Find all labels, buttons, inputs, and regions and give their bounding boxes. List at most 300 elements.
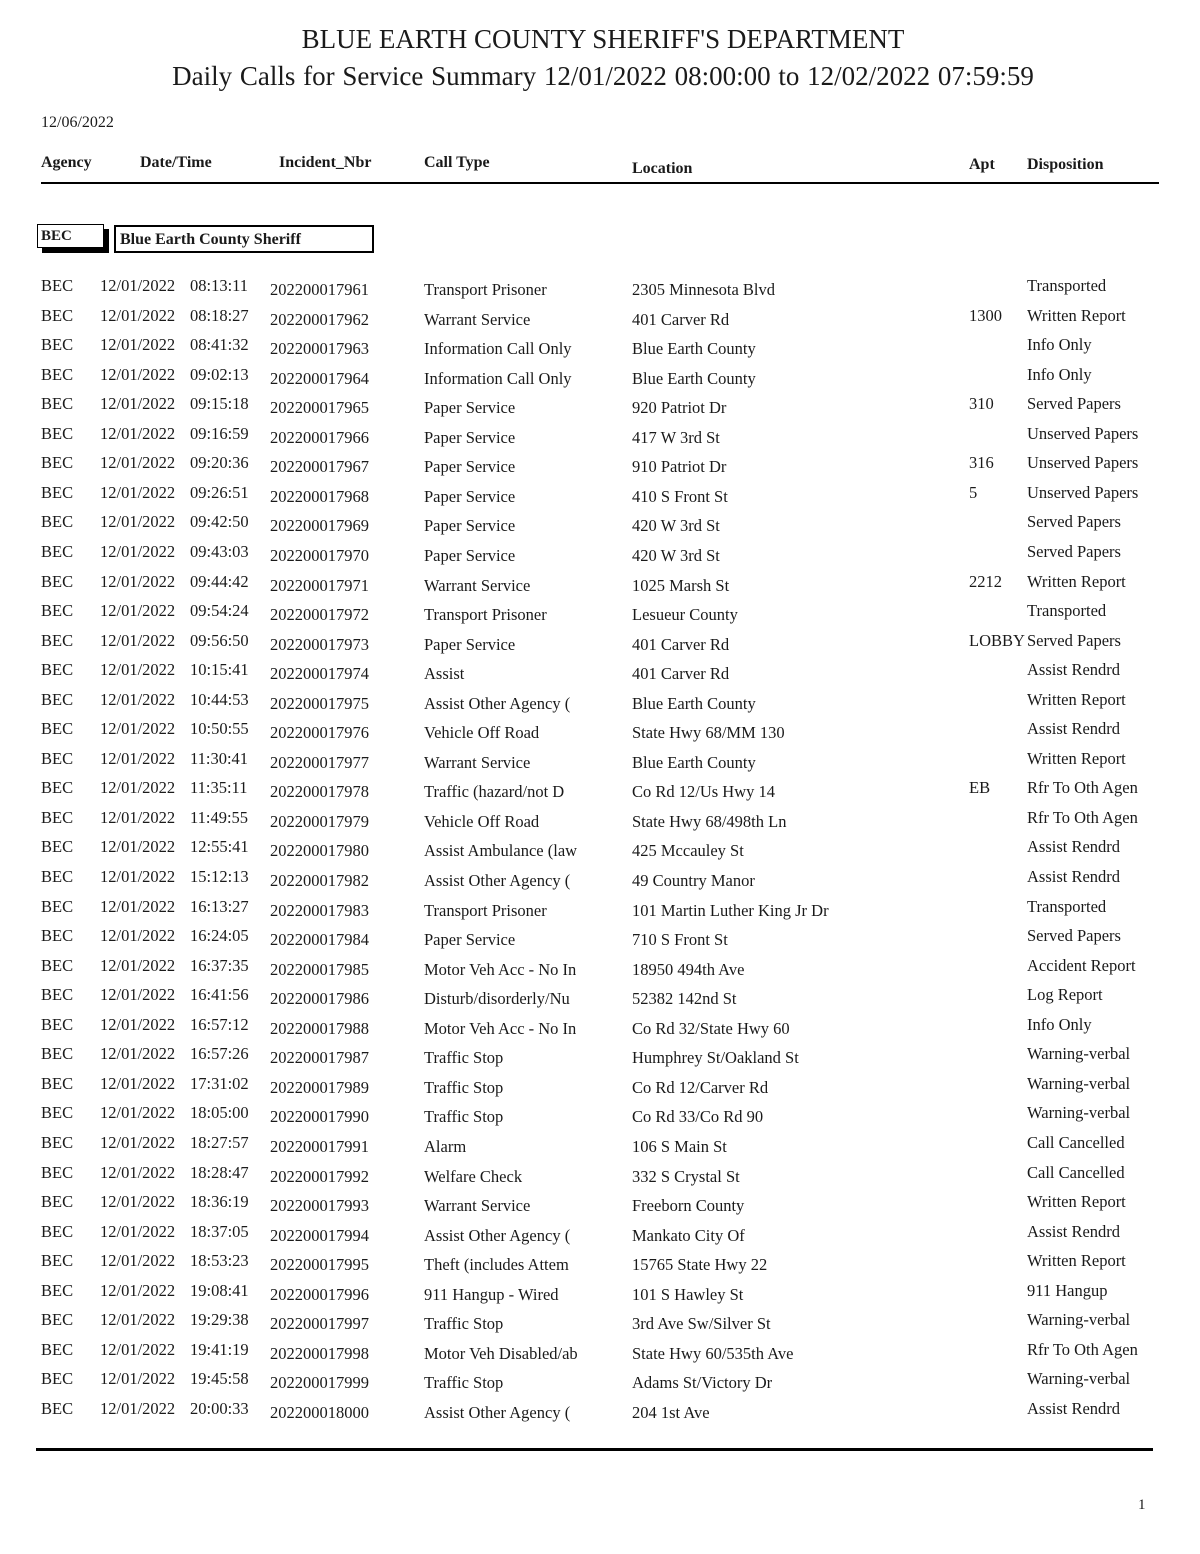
date-cell: 12/01/2022 <box>100 1280 176 1300</box>
call-type-cell: Motor Veh Acc - No In <box>424 1018 577 1038</box>
table-row <box>0 719 1200 748</box>
table-row <box>0 985 1200 1014</box>
column-header-call-type: Call Type <box>424 154 490 171</box>
apt-cell: 1300 <box>969 305 1002 325</box>
call-type-cell: Transport Prisoner <box>424 280 547 299</box>
agency-cell: BEC <box>41 1310 74 1330</box>
table-row <box>0 1222 1200 1251</box>
incident-number-cell: 202200017990 <box>270 1107 369 1127</box>
time-cell: 10:15:41 <box>190 660 249 680</box>
table-row <box>0 660 1200 689</box>
time-cell: 16:57:26 <box>190 1044 249 1064</box>
call-type-cell: Traffic Stop <box>424 1314 504 1334</box>
disposition-cell: Written Report <box>1027 1251 1126 1271</box>
location-cell: Adams St/Victory Dr <box>632 1373 773 1393</box>
agency-cell: BEC <box>41 807 74 827</box>
table-row <box>0 1399 1200 1428</box>
date-cell: 12/01/2022 <box>100 512 176 532</box>
table-row <box>0 1281 1200 1310</box>
location-cell: 101 S Hawley St <box>632 1284 744 1304</box>
apt-cell: 2212 <box>969 571 1002 591</box>
time-cell: 16:13:27 <box>190 896 249 916</box>
date-cell: 12/01/2022 <box>100 1221 176 1241</box>
incident-number-cell: 202200017971 <box>270 575 369 595</box>
incident-number-cell: 202200017963 <box>270 339 369 359</box>
call-type-cell: Motor Veh Acc - No In <box>424 959 577 979</box>
incident-number-cell: 202200017969 <box>270 516 369 536</box>
time-cell: 18:53:23 <box>190 1251 249 1271</box>
column-header-location: Location <box>632 160 693 177</box>
agency-cell: BEC <box>41 453 74 473</box>
location-cell: 425 Mccauley St <box>632 841 744 861</box>
disposition-cell: Warning-verbal <box>1027 1369 1131 1389</box>
disposition-cell: Info Only <box>1027 364 1092 384</box>
incident-number-cell: 202200017974 <box>270 664 369 684</box>
agency-cell: BEC <box>41 1339 74 1359</box>
time-cell: 12:55:41 <box>190 837 249 857</box>
agency-cell: BEC <box>41 867 74 886</box>
incident-number-cell: 202200017995 <box>270 1255 369 1275</box>
location-cell: Co Rd 32/State Hwy 60 <box>632 1018 790 1038</box>
location-cell: 920 Patriot Dr <box>632 398 727 418</box>
date-cell: 12/01/2022 <box>100 482 176 502</box>
date-cell: 12/01/2022 <box>100 1192 176 1212</box>
agency-cell: BEC <box>41 305 74 325</box>
call-type-cell: Assist Other Agency ( <box>424 693 571 713</box>
time-cell: 08:41:32 <box>190 335 249 355</box>
location-cell: 401 Carver Rd <box>632 664 730 684</box>
table-row <box>0 512 1200 541</box>
agency-cell: BEC <box>41 364 74 384</box>
time-cell: 19:41:19 <box>190 1339 249 1359</box>
incident-number-cell: 202200017973 <box>270 634 369 654</box>
apt-cell: LOBBY <box>969 630 1025 650</box>
date-cell: 12/01/2022 <box>100 1310 176 1330</box>
agency-cell: BEC <box>41 482 74 502</box>
time-cell: 20:00:33 <box>190 1398 249 1418</box>
column-header-disposition: Disposition <box>1027 156 1104 173</box>
time-cell: 10:44:53 <box>190 689 249 709</box>
call-type-cell: Welfare Check <box>424 1166 523 1186</box>
agency-cell: BEC <box>41 1221 74 1241</box>
location-cell: Co Rd 12/Carver Rd <box>632 1077 769 1097</box>
call-type-cell: Theft (includes Attem <box>424 1255 569 1275</box>
location-cell: Co Rd 12/Us Hwy 14 <box>632 782 776 802</box>
incident-number-cell: 202200017979 <box>270 811 369 831</box>
location-cell: 49 Country Manor <box>632 871 755 890</box>
date-cell: 12/01/2022 <box>100 601 176 621</box>
agency-cell: BEC <box>41 1398 74 1418</box>
disposition-cell: Assist Rendrd <box>1027 719 1121 739</box>
disposition-cell: Unserved Papers <box>1027 482 1139 502</box>
incident-number-cell: 202200017992 <box>270 1166 369 1186</box>
incident-number-cell: 202200017967 <box>270 457 369 477</box>
date-cell: 12/01/2022 <box>100 896 176 916</box>
disposition-cell: Warning-verbal <box>1027 1103 1131 1123</box>
location-cell: 106 S Main St <box>632 1136 727 1156</box>
time-cell: 09:44:42 <box>190 571 249 591</box>
table-row <box>0 1133 1200 1162</box>
agency-cell: BEC <box>41 512 74 532</box>
table-row <box>0 926 1200 955</box>
table-row <box>0 749 1200 778</box>
location-cell: 101 Martin Luther King Jr Dr <box>632 900 829 920</box>
time-cell: 19:45:58 <box>190 1369 249 1389</box>
date-cell: 12/01/2022 <box>100 541 176 561</box>
call-type-cell: Paper Service <box>424 427 516 447</box>
location-cell: 910 Patriot Dr <box>632 457 727 477</box>
disposition-cell: Warning-verbal <box>1027 1044 1131 1064</box>
time-cell: 11:30:41 <box>190 748 249 768</box>
page-number: 1 <box>1138 1497 1146 1513</box>
date-cell: 12/01/2022 <box>100 1132 176 1152</box>
call-type-cell: Paper Service <box>424 398 516 418</box>
location-cell: Blue Earth County <box>632 368 756 388</box>
time-cell: 09:43:03 <box>190 541 249 561</box>
disposition-cell: Transported <box>1027 601 1107 621</box>
call-type-cell: Assist <box>424 664 465 684</box>
table-row <box>0 631 1200 660</box>
agency-cell: BEC <box>41 571 74 591</box>
disposition-cell: Transported <box>1027 896 1107 916</box>
table-row <box>0 808 1200 837</box>
disposition-cell: Call Cancelled <box>1027 1132 1125 1152</box>
time-cell: 16:37:35 <box>190 955 249 975</box>
incident-number-cell: 202200017961 <box>270 280 369 299</box>
table-row <box>0 365 1200 394</box>
agency-cell: BEC <box>41 985 74 1005</box>
disposition-cell: Unserved Papers <box>1027 453 1139 473</box>
table-row <box>0 1251 1200 1280</box>
disposition-cell: Written Report <box>1027 305 1126 325</box>
disposition-cell: Unserved Papers <box>1027 423 1139 443</box>
table-row <box>0 1192 1200 1221</box>
call-type-cell: Transport Prisoner <box>424 605 547 625</box>
location-cell: State Hwy 60/535th Ave <box>632 1343 794 1363</box>
agency-name-box: Blue Earth County Sheriff <box>114 225 374 253</box>
incident-number-cell: 202200017985 <box>270 959 369 979</box>
date-cell: 12/01/2022 <box>100 985 176 1005</box>
date-cell: 12/01/2022 <box>100 660 176 680</box>
date-cell: 12/01/2022 <box>100 867 176 886</box>
disposition-cell: Rfr To Oth Agen <box>1027 778 1138 798</box>
incident-number-cell: 202200017986 <box>270 989 369 1009</box>
call-type-cell: Paper Service <box>424 634 516 654</box>
time-cell: 18:05:00 <box>190 1103 249 1123</box>
agency-cell: BEC <box>41 748 74 768</box>
location-cell: Blue Earth County <box>632 752 756 772</box>
date-cell: 12/01/2022 <box>100 1398 176 1418</box>
disposition-cell: Warning-verbal <box>1027 1310 1131 1330</box>
agency-cell: BEC <box>41 719 74 739</box>
apt-cell: 310 <box>969 394 994 414</box>
location-cell: 2305 Minnesota Blvd <box>632 280 775 299</box>
time-cell: 09:20:36 <box>190 453 249 473</box>
time-cell: 19:29:38 <box>190 1310 249 1330</box>
location-cell: 410 S Front St <box>632 486 728 506</box>
disposition-cell: Call Cancelled <box>1027 1162 1125 1182</box>
agency-cell: BEC <box>41 1192 74 1212</box>
table-row <box>0 1340 1200 1369</box>
time-cell: 10:50:55 <box>190 719 249 739</box>
date-cell: 12/01/2022 <box>100 926 176 946</box>
agency-cell: BEC <box>41 276 74 295</box>
location-cell: 15765 State Hwy 22 <box>632 1255 768 1275</box>
time-cell: 08:18:27 <box>190 305 249 325</box>
disposition-cell: Written Report <box>1027 689 1126 709</box>
location-cell: 420 W 3rd St <box>632 516 720 536</box>
date-cell: 12/01/2022 <box>100 955 176 975</box>
table-row <box>0 1044 1200 1073</box>
incident-number-cell: 202200017968 <box>270 486 369 506</box>
incident-number-cell: 202200017991 <box>270 1136 369 1156</box>
call-type-cell: Motor Veh Disabled/ab <box>424 1343 578 1363</box>
date-cell: 12/01/2022 <box>100 837 176 857</box>
table-row <box>0 483 1200 512</box>
date-cell: 12/01/2022 <box>100 1044 176 1064</box>
incident-number-cell: 202200017988 <box>270 1018 369 1038</box>
disposition-cell: Rfr To Oth Agen <box>1027 1339 1138 1359</box>
location-cell: Humphrey St/Oakland St <box>632 1048 799 1068</box>
incident-number-cell: 202200017984 <box>270 930 369 950</box>
location-cell: 417 W 3rd St <box>632 427 720 447</box>
call-type-cell: Vehicle Off Road <box>424 811 540 831</box>
time-cell: 09:15:18 <box>190 394 249 414</box>
footer-rule <box>36 1448 1153 1451</box>
incident-number-cell: 202200017977 <box>270 752 369 772</box>
disposition-cell: Served Papers <box>1027 541 1121 561</box>
agency-cell: BEC <box>41 1251 74 1271</box>
call-type-cell: Traffic Stop <box>424 1373 504 1393</box>
incident-number-cell: 202200017993 <box>270 1196 369 1216</box>
time-cell: 17:31:02 <box>190 1073 249 1093</box>
agency-cell: BEC <box>41 689 74 709</box>
incident-number-cell: 202200017998 <box>270 1343 369 1363</box>
call-type-cell: Assist Other Agency ( <box>424 1402 571 1422</box>
agency-cell: BEC <box>41 1369 74 1389</box>
location-cell: Mankato City Of <box>632 1225 745 1245</box>
disposition-cell: Info Only <box>1027 335 1092 355</box>
date-cell: 12/01/2022 <box>100 748 176 768</box>
time-cell: 18:36:19 <box>190 1192 249 1212</box>
date-cell: 12/01/2022 <box>100 453 176 473</box>
location-cell: 204 1st Ave <box>632 1402 710 1422</box>
agency-cell: BEC <box>41 1014 74 1034</box>
time-cell: 11:49:55 <box>190 807 249 827</box>
disposition-cell: Written Report <box>1027 1192 1126 1212</box>
incident-number-cell: 202200017994 <box>270 1225 369 1245</box>
agency-cell: BEC <box>41 1044 74 1064</box>
disposition-cell: Assist Rendrd <box>1027 837 1121 857</box>
agency-cell: BEC <box>41 660 74 680</box>
agency-cell: BEC <box>41 1073 74 1093</box>
incident-number-cell: 202200017982 <box>270 871 369 890</box>
column-header-datetime: Date/Time <box>140 154 212 171</box>
agency-cell: BEC <box>41 1280 74 1300</box>
agency-cell: BEC <box>41 955 74 975</box>
call-type-cell: Paper Service <box>424 486 516 506</box>
agency-cell: BEC <box>41 630 74 650</box>
disposition-cell: Served Papers <box>1027 394 1121 414</box>
disposition-cell: Served Papers <box>1027 630 1121 650</box>
location-cell: State Hwy 68/MM 130 <box>632 723 785 743</box>
disposition-cell: Written Report <box>1027 571 1126 591</box>
location-cell: 710 S Front St <box>632 930 728 950</box>
incident-number-cell: 202200017980 <box>270 841 369 861</box>
location-cell: 401 Carver Rd <box>632 634 730 654</box>
report-subtitle: Daily Calls for Service Summary 12/01/2022 08:00:00 to 12/02/2022 07:59:59 <box>172 61 1034 91</box>
call-type-cell: Paper Service <box>424 516 516 536</box>
time-cell: 09:02:13 <box>190 364 249 384</box>
location-cell: Co Rd 33/Co Rd 90 <box>632 1107 764 1127</box>
date-cell: 12/01/2022 <box>100 1103 176 1123</box>
call-type-cell: 911 Hangup - Wired <box>424 1284 559 1304</box>
call-type-cell: Disturb/disorderly/Nu <box>424 989 570 1009</box>
time-cell: 16:57:12 <box>190 1014 249 1034</box>
date-cell: 12/01/2022 <box>100 1162 176 1182</box>
incident-number-cell: 202200017970 <box>270 545 369 565</box>
call-type-cell: Assist Ambulance (law <box>424 841 578 861</box>
header-rule <box>41 182 1159 184</box>
table-row <box>0 897 1200 926</box>
date-cell: 12/01/2022 <box>100 1014 176 1034</box>
date-cell: 12/01/2022 <box>100 807 176 827</box>
table-row <box>0 424 1200 453</box>
call-type-cell: Paper Service <box>424 457 516 477</box>
disposition-cell: Assist Rendrd <box>1027 1221 1121 1241</box>
disposition-cell: Assist Rendrd <box>1027 1398 1121 1418</box>
table-row <box>0 394 1200 423</box>
incident-number-cell: 202200017997 <box>270 1314 369 1334</box>
call-type-cell: Vehicle Off Road <box>424 723 540 743</box>
table-row <box>0 1074 1200 1103</box>
incident-number-cell: 202200017965 <box>270 398 369 418</box>
apt-cell: EB <box>969 778 991 798</box>
table-row <box>0 572 1200 601</box>
agency-cell: BEC <box>41 837 74 857</box>
location-cell: 420 W 3rd St <box>632 545 720 565</box>
location-cell: 18950 494th Ave <box>632 959 745 979</box>
disposition-cell: Written Report <box>1027 748 1126 768</box>
time-cell: 11:35:11 <box>190 778 248 798</box>
incident-number-cell: 202200017964 <box>270 368 369 388</box>
incident-number-cell: 202200018000 <box>270 1402 369 1422</box>
agency-code-box: BEC <box>37 224 104 248</box>
disposition-cell: Log Report <box>1027 985 1103 1005</box>
table-row <box>0 453 1200 482</box>
time-cell: 16:24:05 <box>190 926 249 946</box>
time-cell: 09:42:50 <box>190 512 249 532</box>
agency-cell: BEC <box>41 541 74 561</box>
report-title: BLUE EARTH COUNTY SHERIFF'S DEPARTMENT <box>301 24 905 54</box>
date-cell: 12/01/2022 <box>100 1251 176 1271</box>
call-type-cell: Warrant Service <box>424 752 531 772</box>
call-type-cell: Assist Other Agency ( <box>424 1225 571 1245</box>
location-cell: 3rd Ave Sw/Silver St <box>632 1314 771 1334</box>
date-cell: 12/01/2022 <box>100 778 176 798</box>
incident-number-cell: 202200017989 <box>270 1077 369 1097</box>
incident-number-cell: 202200017976 <box>270 723 369 743</box>
location-cell: Blue Earth County <box>632 339 756 359</box>
agency-cell: BEC <box>41 335 74 355</box>
date-cell: 12/01/2022 <box>100 305 176 325</box>
location-cell: 52382 142nd St <box>632 989 737 1009</box>
location-cell: 1025 Marsh St <box>632 575 730 595</box>
table-row <box>0 1310 1200 1339</box>
disposition-cell: 911 Hangup <box>1027 1280 1108 1300</box>
call-type-cell: Traffic Stop <box>424 1107 504 1127</box>
call-type-cell: Alarm <box>424 1136 467 1156</box>
table-row <box>0 1163 1200 1192</box>
call-type-cell: Traffic (hazard/not D <box>424 782 565 802</box>
date-cell: 12/01/2022 <box>100 1339 176 1359</box>
agency-cell: BEC <box>41 1132 74 1152</box>
time-cell: 18:28:47 <box>190 1162 249 1182</box>
date-cell: 12/01/2022 <box>100 423 176 443</box>
agency-cell: BEC <box>41 926 74 946</box>
apt-cell: 316 <box>969 453 994 473</box>
agency-cell: BEC <box>41 601 74 621</box>
time-cell: 09:56:50 <box>190 630 249 650</box>
location-cell: State Hwy 68/498th Ln <box>632 811 787 831</box>
disposition-cell: Accident Report <box>1027 955 1136 975</box>
date-cell: 12/01/2022 <box>100 276 176 295</box>
call-type-cell: Information Call Only <box>424 339 572 359</box>
agency-cell: BEC <box>41 778 74 798</box>
time-cell: 09:54:24 <box>190 601 249 621</box>
table-row <box>0 306 1200 335</box>
table-row <box>0 601 1200 630</box>
call-type-cell: Traffic Stop <box>424 1048 504 1068</box>
column-header-incident: Incident_Nbr <box>279 154 372 171</box>
disposition-cell: Served Papers <box>1027 512 1121 532</box>
location-cell: Lesueur County <box>632 605 738 625</box>
table-row <box>0 1103 1200 1132</box>
incident-number-cell: 202200017996 <box>270 1284 369 1304</box>
disposition-cell: Rfr To Oth Agen <box>1027 807 1138 827</box>
disposition-cell: Assist Rendrd <box>1027 867 1121 886</box>
incident-number-cell: 202200017972 <box>270 605 369 625</box>
agency-cell: BEC <box>41 896 74 916</box>
table-row <box>0 956 1200 985</box>
date-cell: 12/01/2022 <box>100 1369 176 1389</box>
call-type-cell: Warrant Service <box>424 575 531 595</box>
table-row <box>0 1015 1200 1044</box>
incident-number-cell: 202200017962 <box>270 309 369 329</box>
time-cell: 15:12:13 <box>190 867 249 886</box>
table-row <box>0 542 1200 571</box>
agency-cell: BEC <box>41 394 74 414</box>
call-type-cell: Paper Service <box>424 930 516 950</box>
date-cell: 12/01/2022 <box>100 394 176 414</box>
column-header-apt: Apt <box>969 156 995 173</box>
call-type-cell: Warrant Service <box>424 309 531 329</box>
table-row <box>0 276 1200 305</box>
incident-number-cell: 202200017987 <box>270 1048 369 1068</box>
call-type-cell: Assist Other Agency ( <box>424 871 571 890</box>
location-cell: Blue Earth County <box>632 693 756 713</box>
time-cell: 08:13:11 <box>190 276 249 295</box>
table-row <box>0 1369 1200 1398</box>
incident-number-cell: 202200017983 <box>270 900 369 920</box>
apt-cell: 5 <box>969 482 978 502</box>
time-cell: 09:16:59 <box>190 423 249 443</box>
column-header-agency: Agency <box>41 154 92 171</box>
print-date: 12/06/2022 <box>41 114 114 131</box>
agency-cell: BEC <box>41 1103 74 1123</box>
call-type-cell: Transport Prisoner <box>424 900 547 920</box>
time-cell: 18:37:05 <box>190 1221 249 1241</box>
